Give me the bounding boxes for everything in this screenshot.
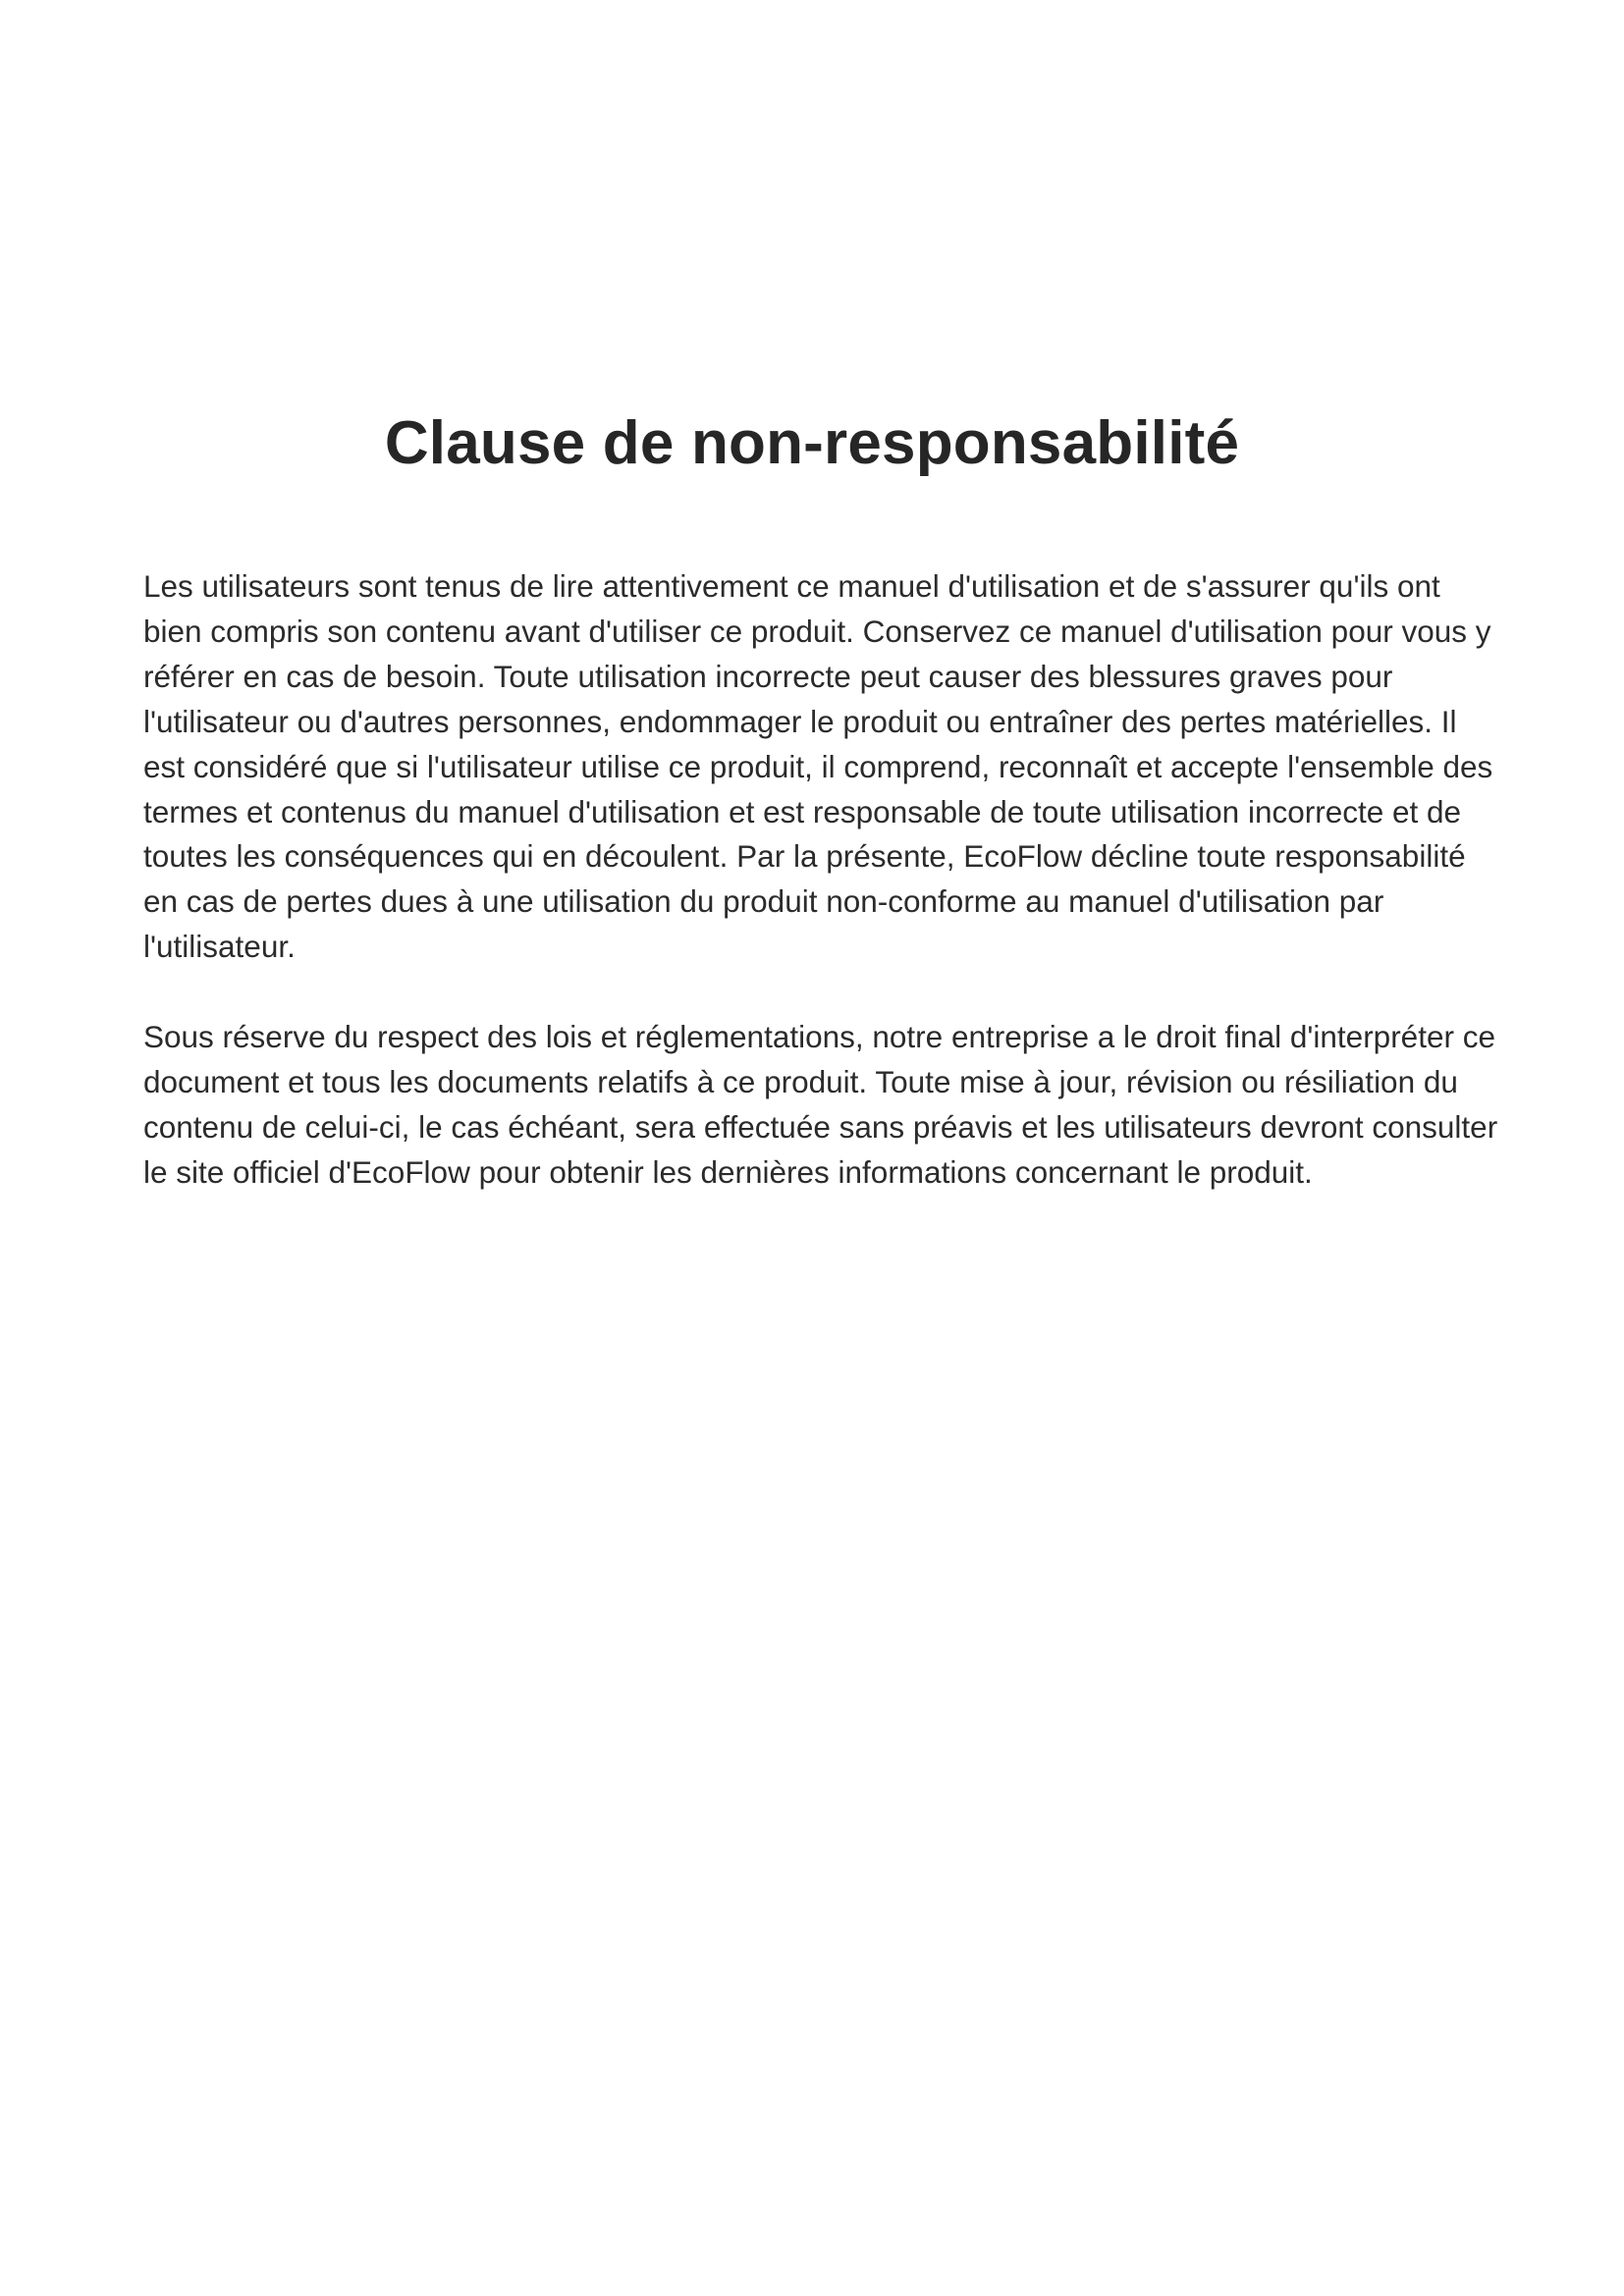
disclaimer-paragraph-1: Les utilisateurs sont tenus de lire attentivement ce manuel d'utilisation et de s'assurer qu'ils ont bien compris son contenu avant d'utiliser ce produit. Conservez ce manuel d'utilisation pour vous y référer en cas de besoin. Toute utilisation incorrecte peut causer des blessures graves pour l'utilisateur ou d'autres personnes, endommager le produit ou entraîner des pertes matérielles. Il est considéré que si l'utilisateur utilise ce produit, il comprend, reconnaît et accepte l'ensemble des termes et contenus du manuel d'utilisation et est responsable de toute utilisation incorrecte et de toutes les conséquences qui en découlent. Par la présente, EcoFlow décline toute responsabilité en cas de pertes dues à une utilisation du produit non-conforme au manuel d'utilisation par l'utilisateur. — [143, 568, 1493, 965]
document-body — [143, 564, 1498, 1196]
page-title: Clause de non-responsabilité — [384, 409, 1240, 477]
disclaimer-paragraph-2: Sous réserve du respect des lois et réglementations, notre entreprise a le droit final d'interpréter ce document et tous les documents relatifs à ce produit. Toute mise à jour, révision ou résiliation du contenu de celui-ci, le cas échéant, sera effectuée sans préavis et les utilisateurs devront consulter le site officiel d'EcoFlow pour obtenir les dernières informations concernant le produit. — [143, 1019, 1498, 1190]
